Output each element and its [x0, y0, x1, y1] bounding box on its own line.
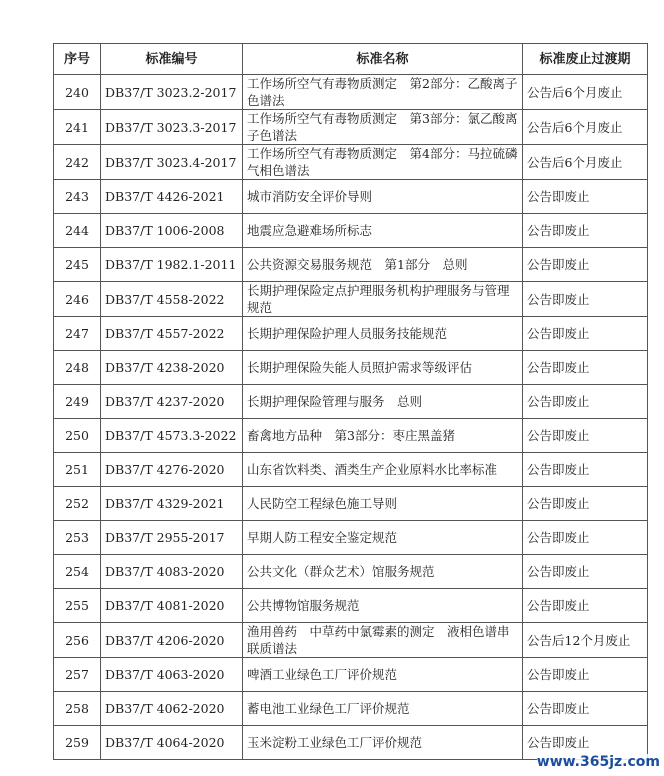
cell-no: 259 [54, 726, 101, 760]
cell-code: DB37/T 4558-2022 [101, 282, 243, 317]
cell-no: 249 [54, 385, 101, 419]
table-row [54, 75, 648, 110]
cell-period: 公告即废止 [523, 453, 648, 487]
cell-name: 城市消防安全评价导则 [243, 180, 523, 214]
cell-code: DB37/T 4238-2020 [101, 351, 243, 385]
cell-code: DB37/T 4426-2021 [101, 180, 243, 214]
header-row [54, 44, 648, 75]
cell-code: DB37/T 2955-2017 [101, 521, 243, 555]
table-row [54, 385, 648, 419]
cell-name: 地震应急避难场所标志 [243, 214, 523, 248]
table-row [54, 521, 648, 555]
cell-period: 公告即废止 [523, 726, 648, 760]
cell-name: 蓄电池工业绿色工厂评价规范 [243, 692, 523, 726]
cell-no: 253 [54, 521, 101, 555]
table-row [54, 692, 648, 726]
header-name: 标准名称 [243, 44, 523, 75]
table-row [54, 248, 648, 282]
cell-code: DB37/T 4206-2020 [101, 623, 243, 658]
cell-name: 啤酒工业绿色工厂评价规范 [243, 658, 523, 692]
cell-code: DB37/T 4557-2022 [101, 317, 243, 351]
table-row [54, 317, 648, 351]
cell-no: 251 [54, 453, 101, 487]
cell-period: 公告后6个月废止 [523, 75, 648, 110]
cell-name: 玉米淀粉工业绿色工厂评价规范 [243, 726, 523, 760]
cell-period: 公告即废止 [523, 214, 648, 248]
cell-period: 公告即废止 [523, 317, 648, 351]
cell-code: DB37/T 3023.3-2017 [101, 110, 243, 145]
cell-period: 公告即废止 [523, 385, 648, 419]
cell-no: 254 [54, 555, 101, 589]
table-row [54, 282, 648, 317]
cell-name: 长期护理保险护理人员服务技能规范 [243, 317, 523, 351]
cell-name: 公共博物馆服务规范 [243, 589, 523, 623]
cell-period: 公告即废止 [523, 692, 648, 726]
cell-name: 工作场所空气有毒物质测定 第2部分：乙酸离子色谱法 [243, 75, 523, 110]
cell-code: DB37/T 4064-2020 [101, 726, 243, 760]
cell-no: 252 [54, 487, 101, 521]
cell-name: 山东省饮料类、酒类生产企业原料水比率标准 [243, 453, 523, 487]
cell-period: 公告即废止 [523, 419, 648, 453]
table-row [54, 214, 648, 248]
cell-no: 245 [54, 248, 101, 282]
table-row [54, 555, 648, 589]
cell-no: 250 [54, 419, 101, 453]
table-row [54, 623, 648, 658]
table-row [54, 419, 648, 453]
cell-no: 240 [54, 75, 101, 110]
cell-code: DB37/T 4063-2020 [101, 658, 243, 692]
cell-code: DB37/T 4329-2021 [101, 487, 243, 521]
cell-no: 246 [54, 282, 101, 317]
cell-no: 243 [54, 180, 101, 214]
cell-period: 公告即废止 [523, 351, 648, 385]
cell-code: DB37/T 4573.3-2022 [101, 419, 243, 453]
header-period: 标准废止过渡期 [523, 44, 648, 75]
cell-period: 公告即废止 [523, 180, 648, 214]
cell-name: 长期护理保险失能人员照护需求等级评估 [243, 351, 523, 385]
standards-table [53, 43, 648, 760]
cell-no: 244 [54, 214, 101, 248]
cell-name: 长期护理保险定点护理服务机构护理服务与管理规范 [243, 282, 523, 317]
table-row [54, 110, 648, 145]
header-code: 标准编号 [101, 44, 243, 75]
cell-period: 公告后12个月废止 [523, 623, 648, 658]
cell-period: 公告即废止 [523, 555, 648, 589]
cell-name: 早期人防工程安全鉴定规范 [243, 521, 523, 555]
cell-name: 畜禽地方品种 第3部分：枣庄黑盖猪 [243, 419, 523, 453]
cell-no: 255 [54, 589, 101, 623]
cell-name: 工作场所空气有毒物质测定 第4部分：马拉硫磷 气相色谱法 [243, 145, 523, 180]
cell-code: DB37/T 3023.4-2017 [101, 145, 243, 180]
cell-no: 248 [54, 351, 101, 385]
header-no: 序号 [54, 44, 101, 75]
cell-code: DB37/T 4276-2020 [101, 453, 243, 487]
table-row [54, 145, 648, 180]
cell-name: 长期护理保险管理与服务 总则 [243, 385, 523, 419]
cell-name: 人民防空工程绿色施工导则 [243, 487, 523, 521]
cell-period: 公告即废止 [523, 282, 648, 317]
watermark: www.365jz.com [536, 754, 660, 770]
cell-code: DB37/T 3023.2-2017 [101, 75, 243, 110]
table-row [54, 658, 648, 692]
table-row [54, 487, 648, 521]
cell-name: 渔用兽药 中草药中氯霉素的测定 液相色谱串联质谱法 [243, 623, 523, 658]
cell-name: 公共资源交易服务规范 第1部分 总则 [243, 248, 523, 282]
cell-period: 公告后6个月废止 [523, 110, 648, 145]
cell-name: 工作场所空气有毒物质测定 第3部分：氯乙酸离子色谱法 [243, 110, 523, 145]
cell-period: 公告即废止 [523, 487, 648, 521]
cell-no: 242 [54, 145, 101, 180]
table-row [54, 453, 648, 487]
table-row [54, 589, 648, 623]
cell-code: DB37/T 4083-2020 [101, 555, 243, 589]
cell-period: 公告即废止 [523, 248, 648, 282]
cell-code: DB37/T 4237-2020 [101, 385, 243, 419]
cell-code: DB37/T 4081-2020 [101, 589, 243, 623]
cell-no: 247 [54, 317, 101, 351]
cell-no: 256 [54, 623, 101, 658]
cell-code: DB37/T 4062-2020 [101, 692, 243, 726]
cell-no: 241 [54, 110, 101, 145]
cell-no: 258 [54, 692, 101, 726]
table-row [54, 351, 648, 385]
cell-period: 公告后6个月废止 [523, 145, 648, 180]
cell-code: DB37/T 1006-2008 [101, 214, 243, 248]
cell-period: 公告即废止 [523, 658, 648, 692]
cell-name: 公共文化（群众艺术）馆服务规范 [243, 555, 523, 589]
cell-no: 257 [54, 658, 101, 692]
cell-period: 公告即废止 [523, 521, 648, 555]
cell-code: DB37/T 1982.1-2011 [101, 248, 243, 282]
cell-period: 公告即废止 [523, 589, 648, 623]
table-row [54, 180, 648, 214]
